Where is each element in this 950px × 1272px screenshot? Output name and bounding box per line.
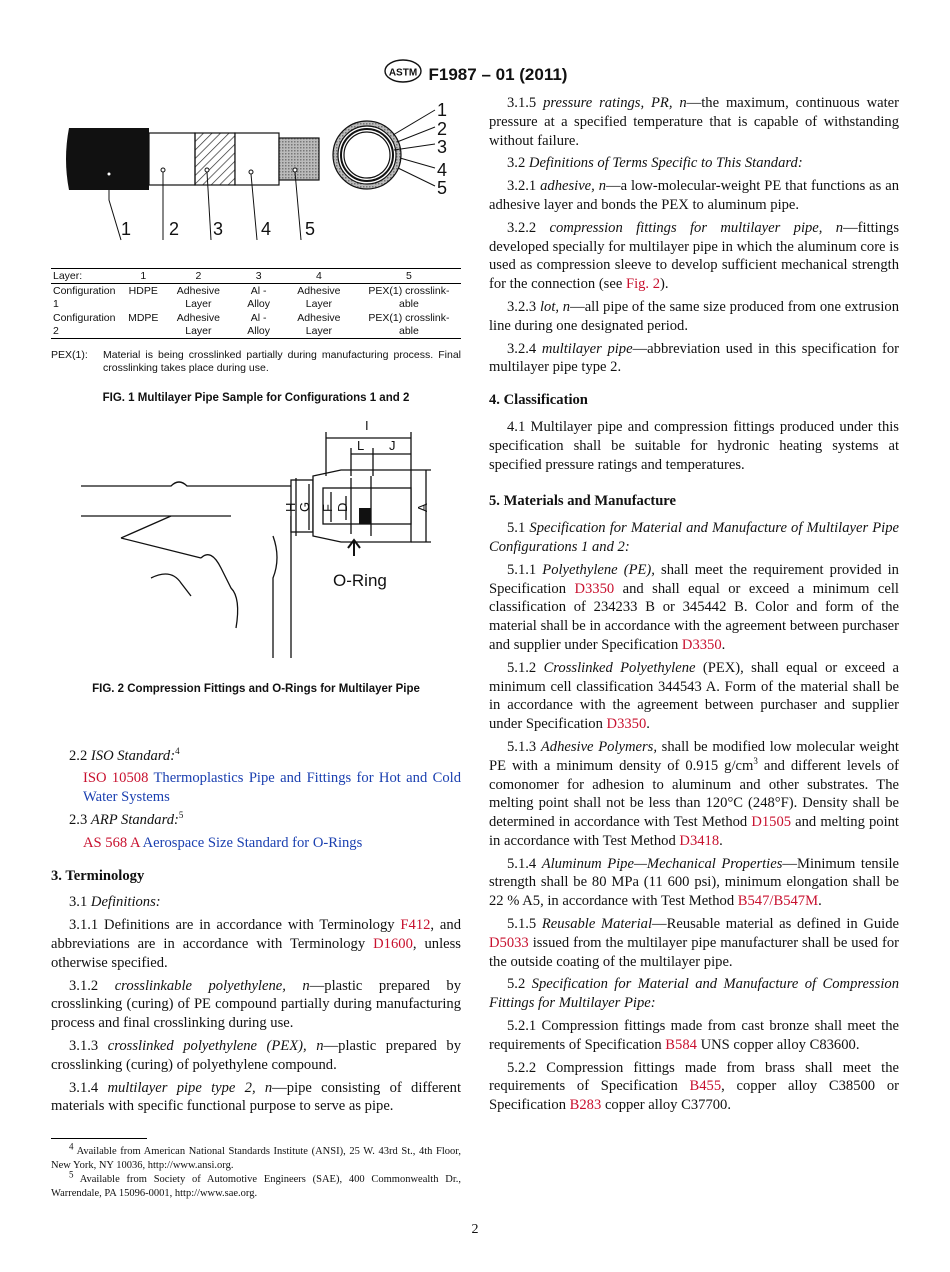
table-cell: Al - Alloy [247,285,271,310]
fig2-fitting-drawing [51,418,461,668]
o-ring-label: O-Ring [333,571,387,591]
para-3-2-3: 3.2.3 lot, n—all pipe of the same size produced from one extrusion line during one designated period. [489,298,900,334]
o-ring-shape [359,508,371,524]
table-cell: Adhesive Layer [297,285,341,310]
para-5-1-1: 5.1.1 Polyethylene (PE), shall meet the requirement provided in Specification D3350 and shall equal or exceed a minimum cell classification of 234233 B or 345442 B. Color and form of the material shall be in accordance with the agreement between purchaser and supplier under Specification D3350. [489,561,899,653]
fig1-xs-label-4: 4 [437,160,448,180]
section-4-heading: 4. Classification [489,392,588,409]
section-2-3: 2.3 ARP Standard:$^5$ [69,810,184,829]
fig1-label-5: 5 [305,219,316,239]
link-d3418[interactable]: D3418 [679,832,720,849]
section-5-heading: 5. Materials and Manufacture [489,493,676,510]
fig1-label-4: 4 [261,219,272,239]
table-cell: Configuration 1 [53,285,116,310]
table-row [51,311,461,339]
para-3-1: 3.1 Definitions: [69,894,161,911]
footnote-5: $^5$ Available from Society of Automotive Engineers (SAE), 400 Commonwealth Dr., Warrendale, PA 15096-0001, http://www.sae.org. [51,1169,461,1200]
para-3-1-2: 3.1.2 crosslinkable polyethylene, n—plastic prepared by crosslinking (curing) of PE compound partially during manufacturing process and final crosslinking during use. [51,977,461,1032]
figure-1 [51,90,461,408]
table-cell: HDPE [128,285,158,298]
fig2-caption: FIG. 2 Compression Fittings and O-Rings for Multilayer Pipe [92,682,420,695]
table-header-cell: 1 [126,268,160,284]
para-3-2-1: 3.2.1 adhesive, n—a low-molecular-weight PE that functions as an adhesive layer and bonds the PEX to aluminum pipe. [489,178,899,213]
link-b283[interactable]: B283 [569,1097,602,1114]
link-b547[interactable]: B547/B547M [737,893,819,910]
para-5-2-1: 5.2.1 Compression fittings made from cast bronze shall meet the requirements of Specification B584 UNS copper alloy C83600. [489,1018,899,1053]
link-d1600[interactable]: D1600 [373,936,413,953]
table-cell: Configuration 2 [51,311,126,339]
fig1-pipe-drawing [51,90,461,250]
dim-label-i: I [365,418,369,434]
para-3-2-4: 3.2.4 multilayer pipe—abbreviation used in this specification for multilayer pipe type 2. [489,340,900,376]
link-d3350[interactable]: D3350 [681,636,722,653]
para-5-1: 5.1 Specification for Material and Manufacture of Multilayer Pipe Configurations 1 and 2: [489,520,900,555]
page-number: 2 [471,1222,479,1237]
note-text: Material is being crosslinked partially during manufacturing process. Final crosslinking takes place during use. [103,349,461,375]
fig1-xs-label-5: 5 [437,178,448,198]
para-5-2: 5.2 Specification for Material and Manufacture of Compression Fittings for Multilayer Pipe: [489,976,899,1012]
dim-label-g: G [297,501,312,513]
footnote-rule [51,1138,147,1139]
section-2-2: 2.2 ISO Standard:$^4$ [69,745,180,764]
para-5-1-4: 5.1.4 Aluminum Pipe—Mechanical Properties—Minimum tensile strength shall be 80 MPa (11 600 psi), minimum elongation shall be 22 % A5, in accordance with Test Method B547/B547M. [489,855,899,910]
para-3-1-1: 3.1.1 Definitions are in accordance with Terminology F412, and abbreviations are in accordance with Terminology D1600, unless otherwise specified. [51,917,461,971]
designation: F1987 – 01 (2011) [428,65,568,84]
para-3-2: 3.2 Definitions of Terms Specific to This Standard: [507,155,803,172]
para-3-1-5: 3.1.5 pressure ratings, PR, n—the maximum, continuous water pressure at a specified temperature that is capable of withstanding without failure. [489,95,899,149]
table-cell: Adhesive Layer [176,285,220,310]
table-header-cell: 3 [236,268,281,284]
table-cell: MDPE [126,311,160,339]
table-cell: PEX(1) crosslink-able [357,311,461,339]
table-header-cell: 2 [160,268,236,284]
para-3-1-4: 3.1.4 multilayer pipe type 2, n—pipe consisting of different materials with specific functional purpose to serve as pipe. [51,1079,461,1115]
para-4-1: 4.1 Multilayer pipe and compression fittings produced under this specification shall be suitable for hydronic heating systems at specified pressure ratings and temperatures. [489,418,899,473]
para-5-1-3: 5.1.3 Adhesive Polymers, shall be modified low molecular weight PE with a minimum density of 0.915 $g/cm^3$ and different levels of comonomer for adhesion to aluminum and other substrates. The melting point shall not be less than 120°C (248°F). Density shall be determined in accordance with Test Method D1505 and melting point in accordance with Test Method D3418. [489,738,900,849]
link-d1505[interactable]: D1505 [751,814,792,831]
section-3-heading: 3. Terminology [51,867,145,884]
figure-2 [51,418,461,699]
link-b455[interactable]: B455 [689,1078,722,1095]
link-d3350[interactable]: D3350 [606,716,647,733]
table-cell: Al - Alloy [236,311,281,339]
table-header-cell: 4 [281,268,357,284]
table-cell: PEX(1) crosslink-able [368,285,450,310]
note-label: PEX(1): [51,349,88,362]
fig1-label-3: 3 [213,219,224,239]
fig1-xs-label-2: 2 [437,119,448,139]
dim-label-d: D [335,502,350,513]
ref-as-568a[interactable]: AS 568 A Aerospace Size Standard for O-Rings [83,834,363,851]
table-header-row [51,268,461,284]
fig1-xs-label-3: 3 [437,137,448,157]
fig1-label-1: 1 [121,219,132,239]
logo-text: ASTM [388,67,417,79]
table-cell: Adhesive Layer [160,311,236,339]
para-5-2-2: 5.2.2 Compression fittings made from brass shall meet the requirements of Specification B455, copper alloy C38500 or Specification B283 copper alloy C37700. [489,1059,899,1114]
fig1-note [51,349,461,375]
footnote-4: $^4$ Available from American National Standards Institute (ANSI), 25 W. 43rd St., 4th Floor, New York, NY 10036, http://www.ansi.org. [51,1141,462,1172]
dim-label-h: H [283,502,298,513]
table-row [51,284,461,312]
para-5-1-2: 5.1.2 Crosslinked Polyethylene (PEX), shall equal or exceed a minimum cell classification 344543 A. Form of the material shall be in accordance with the agreement between purchaser and supplier under Specification D3350. [489,659,899,733]
link-fig-2[interactable]: Fig. 2 [625,276,661,293]
fig1-layer-table [51,268,461,340]
right-column [489,94,899,1119]
fig1-cross-section [333,121,401,189]
table-header-cell: Layer: [51,268,126,284]
link-b584[interactable]: B584 [665,1036,697,1053]
ref-iso-10508[interactable]: ISO 10508 Thermoplastics Pipe and Fittings for Hot and Cold Water Systems [83,770,461,806]
dim-label-l: L [357,438,365,454]
dim-label-a: A [415,503,430,513]
dim-label-j: J [389,438,396,454]
left-column [51,90,461,1201]
table-header-cell: 5 [357,268,461,284]
link-d3350[interactable]: D3350 [574,580,615,597]
fig1-xs-label-1: 1 [437,100,448,120]
para-3-2-2: 3.2.2 compression fittings for multilayer pipe, n—fittings developed specially for multilayer pipe in which the aluminum core is used as compression sleeve to develop sufficient mechanical strength for the connection (see Fig. 2). [489,219,900,293]
link-d5033[interactable]: D5033 [489,934,529,951]
fig1-caption: FIG. 1 Multilayer Pipe Sample for Configurations 1 and 2 [102,392,410,405]
fig1-label-2: 2 [169,219,180,239]
link-f412[interactable]: F412 [400,917,431,934]
para-5-1-5: 5.1.5 Reusable Material—Reusable material as defined in Guide D5033 issued from the multilayer pipe manufacturer shall be used for the outside coating of the multilayer pipe. [489,916,900,970]
table-cell: Adhesive Layer [281,311,357,339]
para-3-1-3: 3.1.3 crosslinked polyethylene (PEX), n—plastic prepared by crosslinking (curing) of polyethylene compound. [51,1038,462,1073]
astm-logo-icon [383,58,423,84]
dim-label-f: F [320,504,335,513]
page-header [0,58,950,85]
